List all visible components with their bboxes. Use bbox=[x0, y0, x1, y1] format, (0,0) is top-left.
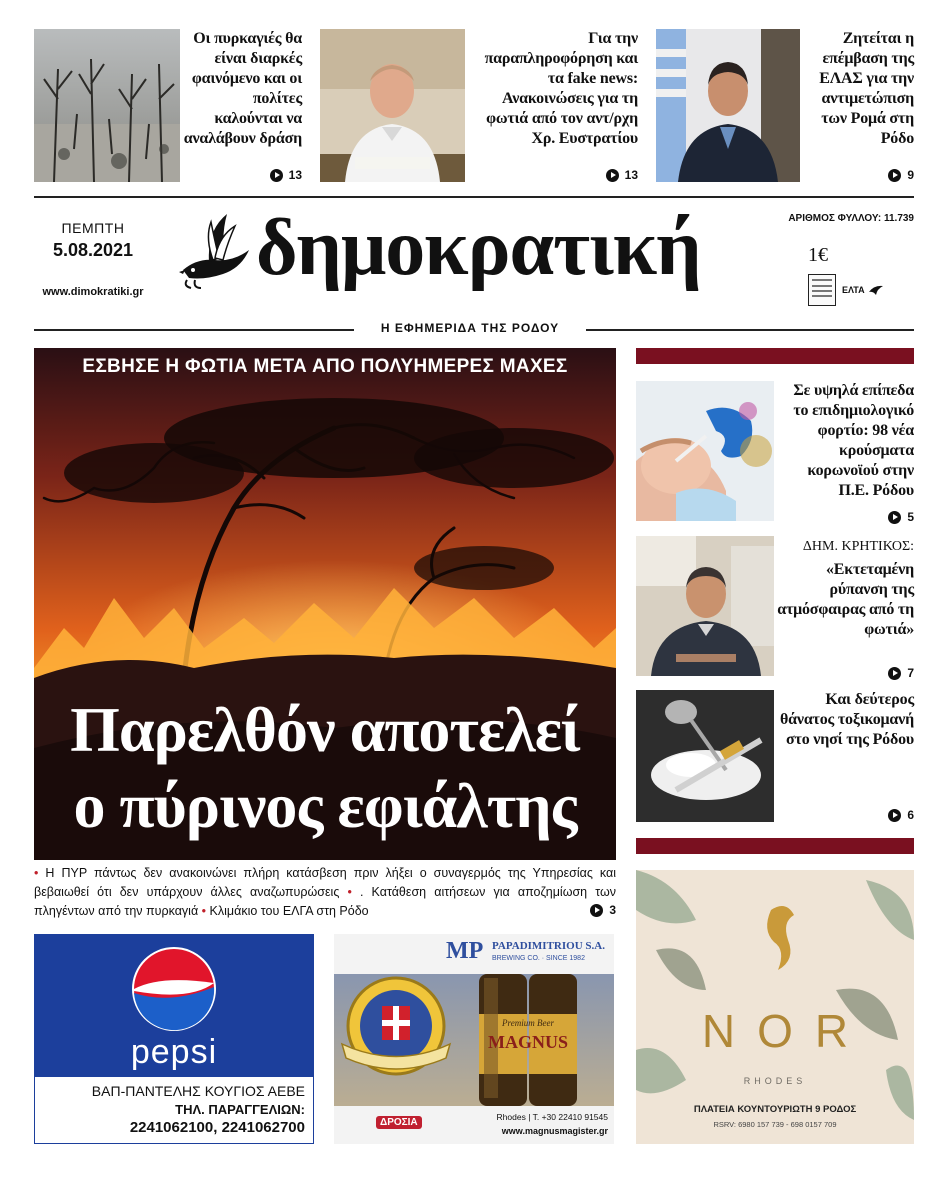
side-story-2-kicker: ΔΗΜ. ΚΡΗΤΙΚΟΣ: bbox=[802, 539, 914, 554]
price: 1€ bbox=[808, 244, 828, 266]
issue-date: 5.08.2021 bbox=[52, 240, 134, 260]
tagline-rule-left bbox=[34, 329, 354, 331]
magnus-website[interactable]: www.magnusmagister.gr bbox=[501, 1126, 608, 1136]
page-arrow-icon bbox=[888, 169, 901, 182]
lead-headline-line-2[interactable]: ο πύρινος εφιάλτης bbox=[73, 770, 577, 841]
lead-summary-3: Κλιμάκιο του ΕΛΓΑ στη Ρόδο bbox=[209, 904, 369, 918]
side-story-2-headline[interactable]: «Εκτεταμένη ρύπανση της ατμόσφαιρας από τη φωτιά» bbox=[777, 561, 914, 638]
issue-number: ΑΡΙΘΜΟΣ ΦΥΛΛΟΥ: 11.739 bbox=[788, 213, 914, 224]
pepsi-phones[interactable]: 2241062100, 2241062700 bbox=[129, 1119, 305, 1136]
magnus-beer-sub: Premium Beer bbox=[502, 1018, 554, 1028]
newspaper-title: δημοκρατική bbox=[256, 204, 701, 292]
bullet-icon: • bbox=[347, 885, 352, 899]
nor-rhodes-ad[interactable] bbox=[636, 870, 914, 1144]
page-arrow-icon bbox=[606, 169, 619, 182]
top-story-1-page-ref[interactable]: 13 bbox=[240, 168, 302, 182]
side-story-1-page-ref[interactable]: 5 bbox=[852, 510, 914, 524]
side-story-1-photo[interactable] bbox=[636, 381, 774, 521]
side-story-3-photo[interactable] bbox=[636, 690, 774, 822]
issue-day: ΠΕΜΠΤΗ bbox=[61, 220, 125, 236]
dove-logo-icon bbox=[175, 210, 255, 292]
pepsi-wordmark: pepsi bbox=[130, 1033, 218, 1071]
masthead-top-rule bbox=[34, 196, 914, 198]
nor-sub: RHODES bbox=[743, 1076, 807, 1086]
top-story-3-page-ref[interactable]: 9 bbox=[852, 168, 914, 182]
top-story-2-photo[interactable] bbox=[320, 29, 465, 182]
page-arrow-icon bbox=[888, 667, 901, 680]
bullet-icon: • bbox=[201, 904, 207, 918]
top-story-2-headline[interactable]: Για την παραπληροφόρηση και τα fake news: Ανακοινώσεις για τη φωτιά από τον αντ/ρχη Χρ. Ευστρατίου bbox=[484, 30, 638, 147]
postage-stamp bbox=[808, 274, 836, 306]
top-story-1-photo[interactable] bbox=[34, 29, 180, 182]
magnus-company-sub: BREWING CO. · SINCE 1982 bbox=[492, 955, 585, 962]
tagline: Η ΕΦΗΜΕΡΙΔΑ ΤΗΣ ΡΟΔΟΥ bbox=[380, 321, 560, 335]
magnus-beer-name: MAGNUS bbox=[488, 1032, 568, 1052]
top-story-1-headline[interactable]: Οι πυρκαγιές θα είναι διαρκές φαινόμενο και οι πολίτες καλούνται να αναλάβουν δράση bbox=[183, 30, 302, 147]
pepsi-orders-label: ΤΗΛ. ΠΑΡΑΓΓΕΛΙΩΝ: bbox=[175, 1102, 305, 1117]
top-story-2-page-ref[interactable]: 13 bbox=[576, 168, 638, 182]
magnus-company: PAPADIMITRIOU S.A. bbox=[492, 940, 605, 952]
tagline-rule-right bbox=[586, 329, 914, 331]
magnus-badge: ΔΡΟΣΙΑ bbox=[376, 1116, 422, 1129]
pepsi-ad[interactable] bbox=[34, 934, 314, 1144]
side-story-2-page-ref[interactable]: 7 bbox=[852, 666, 914, 680]
pepsi-globe-icon bbox=[130, 945, 218, 1033]
top-story-3-headline[interactable]: Ζητείται η επέμβαση της ΕΛΑΣ για την αντιμετώπιση των Ρομά στη Ρόδο bbox=[819, 30, 914, 147]
lead-summary-2: . Κατάθεση αιτήσεων για αποζημίωση των πληγέντων από την πυρκαγιά bbox=[34, 885, 616, 918]
bullet-icon: • bbox=[34, 866, 39, 880]
page-arrow-icon bbox=[888, 809, 901, 822]
elta-logo: ΕΛΤΑ bbox=[842, 280, 892, 300]
pepsi-ad-panel bbox=[35, 935, 313, 1077]
page-arrow-icon bbox=[590, 904, 603, 917]
side-story-1-headline[interactable]: Σε υψηλά επίπεδα το επιδημιολογικό φορτίο: 98 νέα κρούσματα κορωνοϊού στην Π.Ε. Ρόδου bbox=[793, 382, 914, 499]
nor-brand: NOR bbox=[701, 1005, 871, 1057]
magnus-logo: MP bbox=[446, 938, 484, 964]
side-column-top-bar bbox=[636, 348, 914, 364]
magnus-beer-ad[interactable] bbox=[334, 934, 614, 1144]
nor-rsvp[interactable]: RSRV: 6980 157 739 - 698 0157 709 bbox=[713, 1120, 837, 1129]
side-story-3-headline[interactable]: Και δεύτερος θάνατος τοξικομανή στο νησί της Ρόδου bbox=[779, 691, 914, 748]
website-link[interactable]: www.dimokratiki.gr bbox=[42, 286, 144, 298]
side-column-bottom-bar bbox=[636, 838, 914, 854]
lead-headline-line-1[interactable]: Παρελθόν αποτελεί bbox=[70, 694, 580, 765]
elta-bird-icon bbox=[868, 283, 884, 297]
page-arrow-icon bbox=[888, 511, 901, 524]
lead-kicker: ΕΣΒΗΣΕ Η ΦΩΤΙΑ ΜΕΤΑ ΑΠΟ ΠΟΛΥΗΜΕΡΕΣ ΜΑΧΕΣ bbox=[82, 356, 568, 377]
lead-page-ref[interactable]: 3 bbox=[554, 903, 616, 917]
side-story-3-page-ref[interactable]: 6 bbox=[852, 808, 914, 822]
lead-summary-1: Η ΠΥΡ πάντως δεν ανακοινώνει πλήρη κατάσβεση πριν λήξει ο συναγερμός της Υπηρεσίας και βεβαιωθεί ότι δεν υπάρχουν άλλες αναζωπυρώσεις bbox=[34, 866, 616, 899]
pepsi-company: ΒΑΠ-ΠΑΝΤΕΛΗΣ ΚΟΥΓΙΟΣ ΑΕΒΕ bbox=[91, 1083, 305, 1099]
lead-summary[interactable] bbox=[34, 864, 616, 921]
magnus-contact[interactable]: Rhodes | T. +30 22410 91545 bbox=[496, 1112, 608, 1122]
side-story-2-photo[interactable] bbox=[636, 536, 774, 676]
top-story-3-photo[interactable] bbox=[656, 29, 800, 182]
nor-address: ΠΛΑΤΕΙΑ ΚΟΥΝΤΟΥΡΙΩΤΗ 9 ΡΟΔΟΣ bbox=[693, 1104, 857, 1115]
page-arrow-icon bbox=[270, 169, 283, 182]
